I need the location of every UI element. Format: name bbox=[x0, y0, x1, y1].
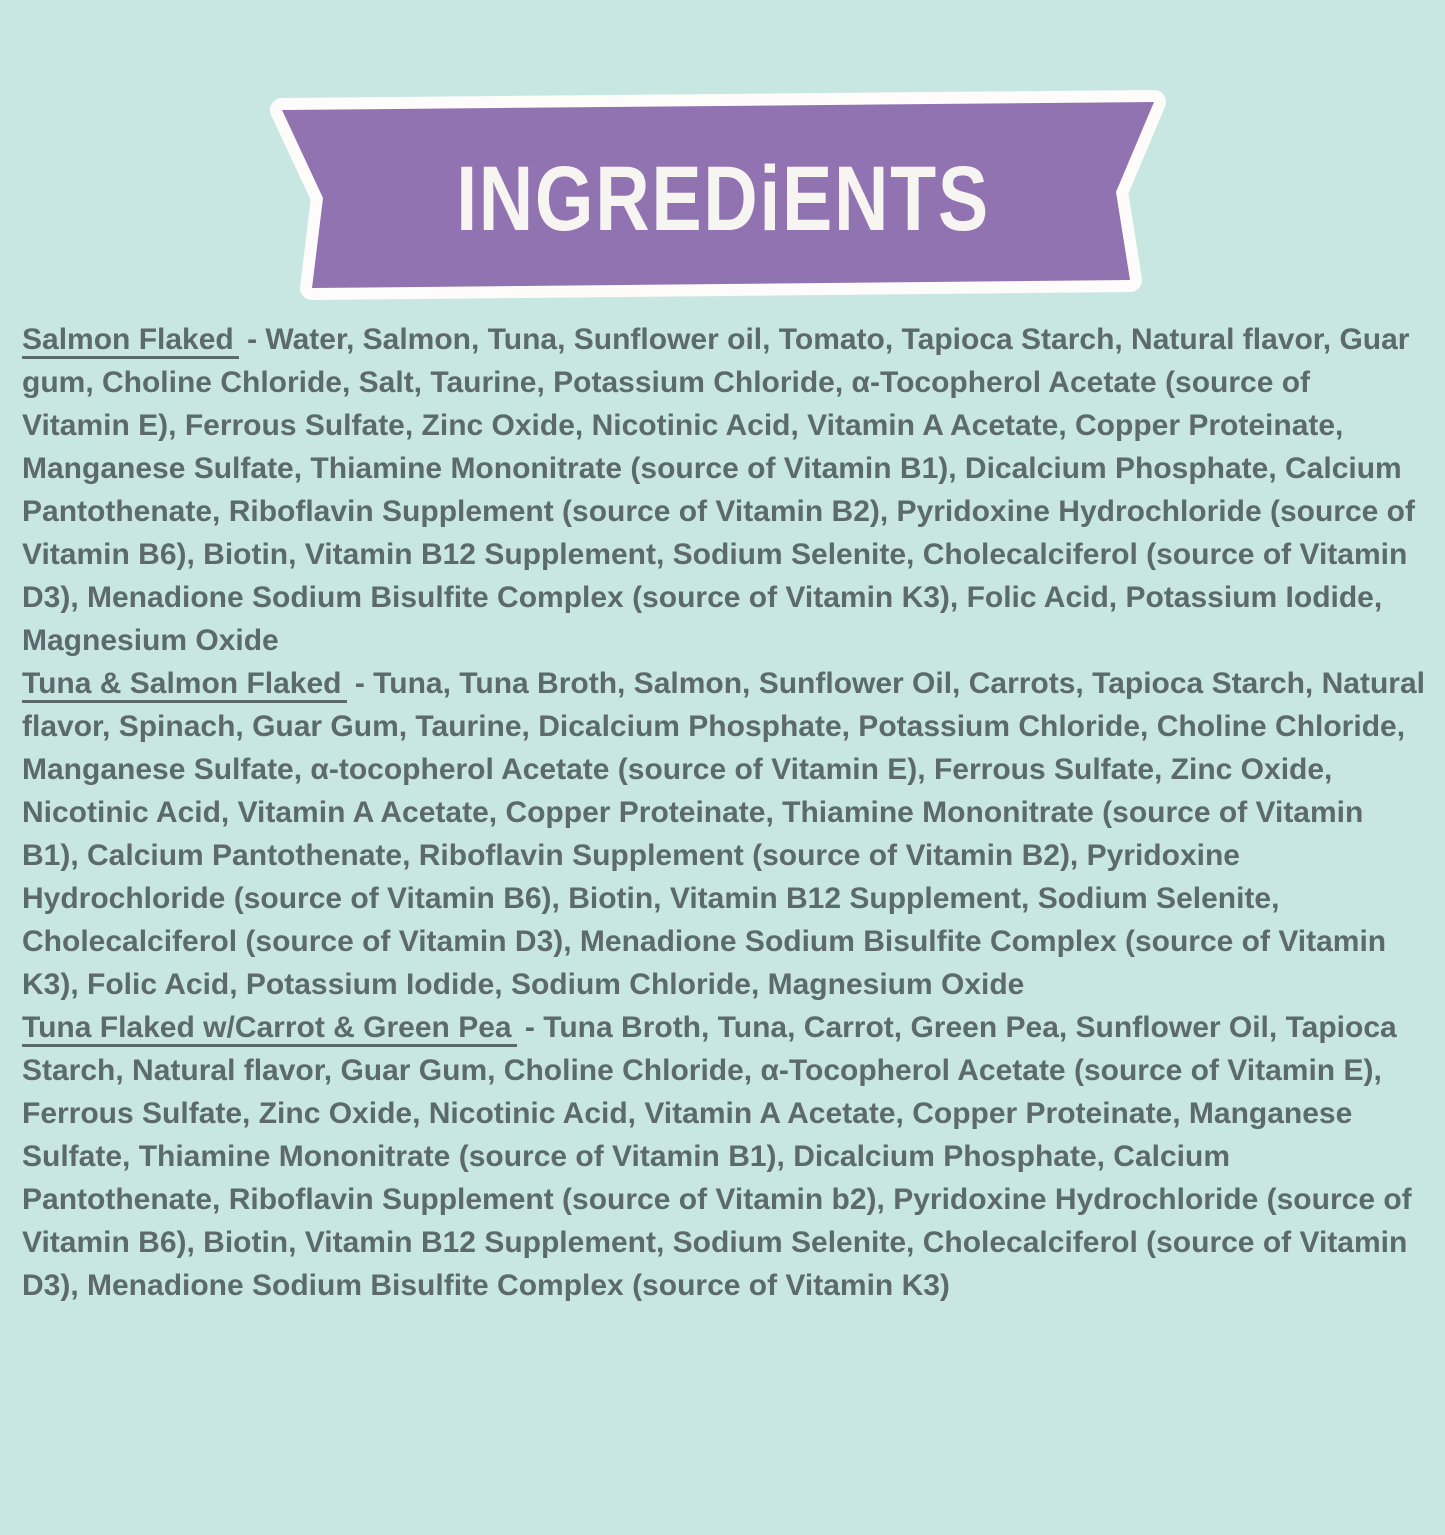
banner-title: INGREDiENTS bbox=[455, 147, 990, 250]
section-heading-tuna-salmon-flaked: Tuna & Salmon Flaked bbox=[22, 667, 347, 703]
section-heading-tuna-carrot-pea: Tuna Flaked w/Carrot & Green Pea bbox=[22, 1011, 517, 1047]
ingredients-banner bbox=[268, 90, 1178, 302]
ingredients-section-tuna-salmon-flaked bbox=[22, 662, 1425, 1006]
ingredients-section-tuna-carrot-pea bbox=[22, 1006, 1425, 1307]
section-body-tuna-carrot-pea: - Tuna Broth, Tuna, Carrot, Green Pea, Sunflower Oil, Tapioca Starch, Natural flavor, Guar Gum, Choline Chloride, α-Tocopherol Acetate (source of Vitamin E), Ferrous Sulfate, Zinc Oxide, Nicotinic Acid, Vitamin A Acetate, Copper Proteinate, Manganese Sulfate, Thiamine Mononitrate (source of Vitamin B1), Dicalcium Phosphate, Calcium Pantothenate, Riboflavin Supplement (source of Vitamin b2), Pyridoxine Hydrochloride (source of Vitamin B6), Biotin, Vitamin B12 Supplement, Sodium Selenite, Cholecalciferol (source of Vitamin D3), Menadione Sodium Bisulfite Complex (source of Vitamin K3) bbox=[22, 1011, 1412, 1302]
section-body-salmon-flaked: - Water, Salmon, Tuna, Sunflower oil, Tomato, Tapioca Starch, Natural flavor, Guar gum, Choline Chloride, Salt, Taurine, Potassium Chloride, α-Tocopherol Acetate (source of Vitamin E), Ferrous Sulfate, Zinc Oxide, Nicotinic Acid, Vitamin A Acetate, Copper Proteinate, Manganese Sulfate, Thiamine Mononitrate (source of Vitamin B1), Dicalcium Phosphate, Calcium Pantothenate, Riboflavin Supplement (source of Vitamin B2), Pyridoxine Hydrochloride (source of Vitamin B6), Biotin, Vitamin B12 Supplement, Sodium Selenite, Cholecalciferol (source of Vitamin D3), Menadione Sodium Bisulfite Complex (source of Vitamin K3), Folic Acid, Potassium Iodide, Magnesium Oxide bbox=[22, 323, 1415, 657]
ingredients-text bbox=[0, 318, 1445, 1307]
ingredients-label bbox=[0, 90, 1445, 1535]
section-body-tuna-salmon-flaked: - Tuna, Tuna Broth, Salmon, Sunflower Oil, Carrots, Tapioca Starch, Natural flavor, Spinach, Guar Gum, Taurine, Dicalcium Phosphate, Potassium Chloride, Choline Chloride, Manganese Sulfate, α-tocopherol Acetate (source of Vitamin E), Ferrous Sulfate, Zinc Oxide, Nicotinic Acid, Vitamin A Acetate, Copper Proteinate, Thiamine Mononitrate (source of Vitamin B1), Calcium Pantothenate, Riboflavin Supplement (source of Vitamin B2), Pyridoxine Hydrochloride (source of Vitamin B6), Biotin, Vitamin B12 Supplement, Sodium Selenite, Cholecalciferol (source of Vitamin D3), Menadione Sodium Bisulfite Complex (source of Vitamin K3), Folic Acid, Potassium Iodide, Sodium Chloride, Magnesium Oxide bbox=[22, 667, 1425, 1001]
section-heading-salmon-flaked: Salmon Flaked bbox=[22, 323, 239, 359]
ingredients-section-salmon-flaked bbox=[22, 318, 1425, 662]
